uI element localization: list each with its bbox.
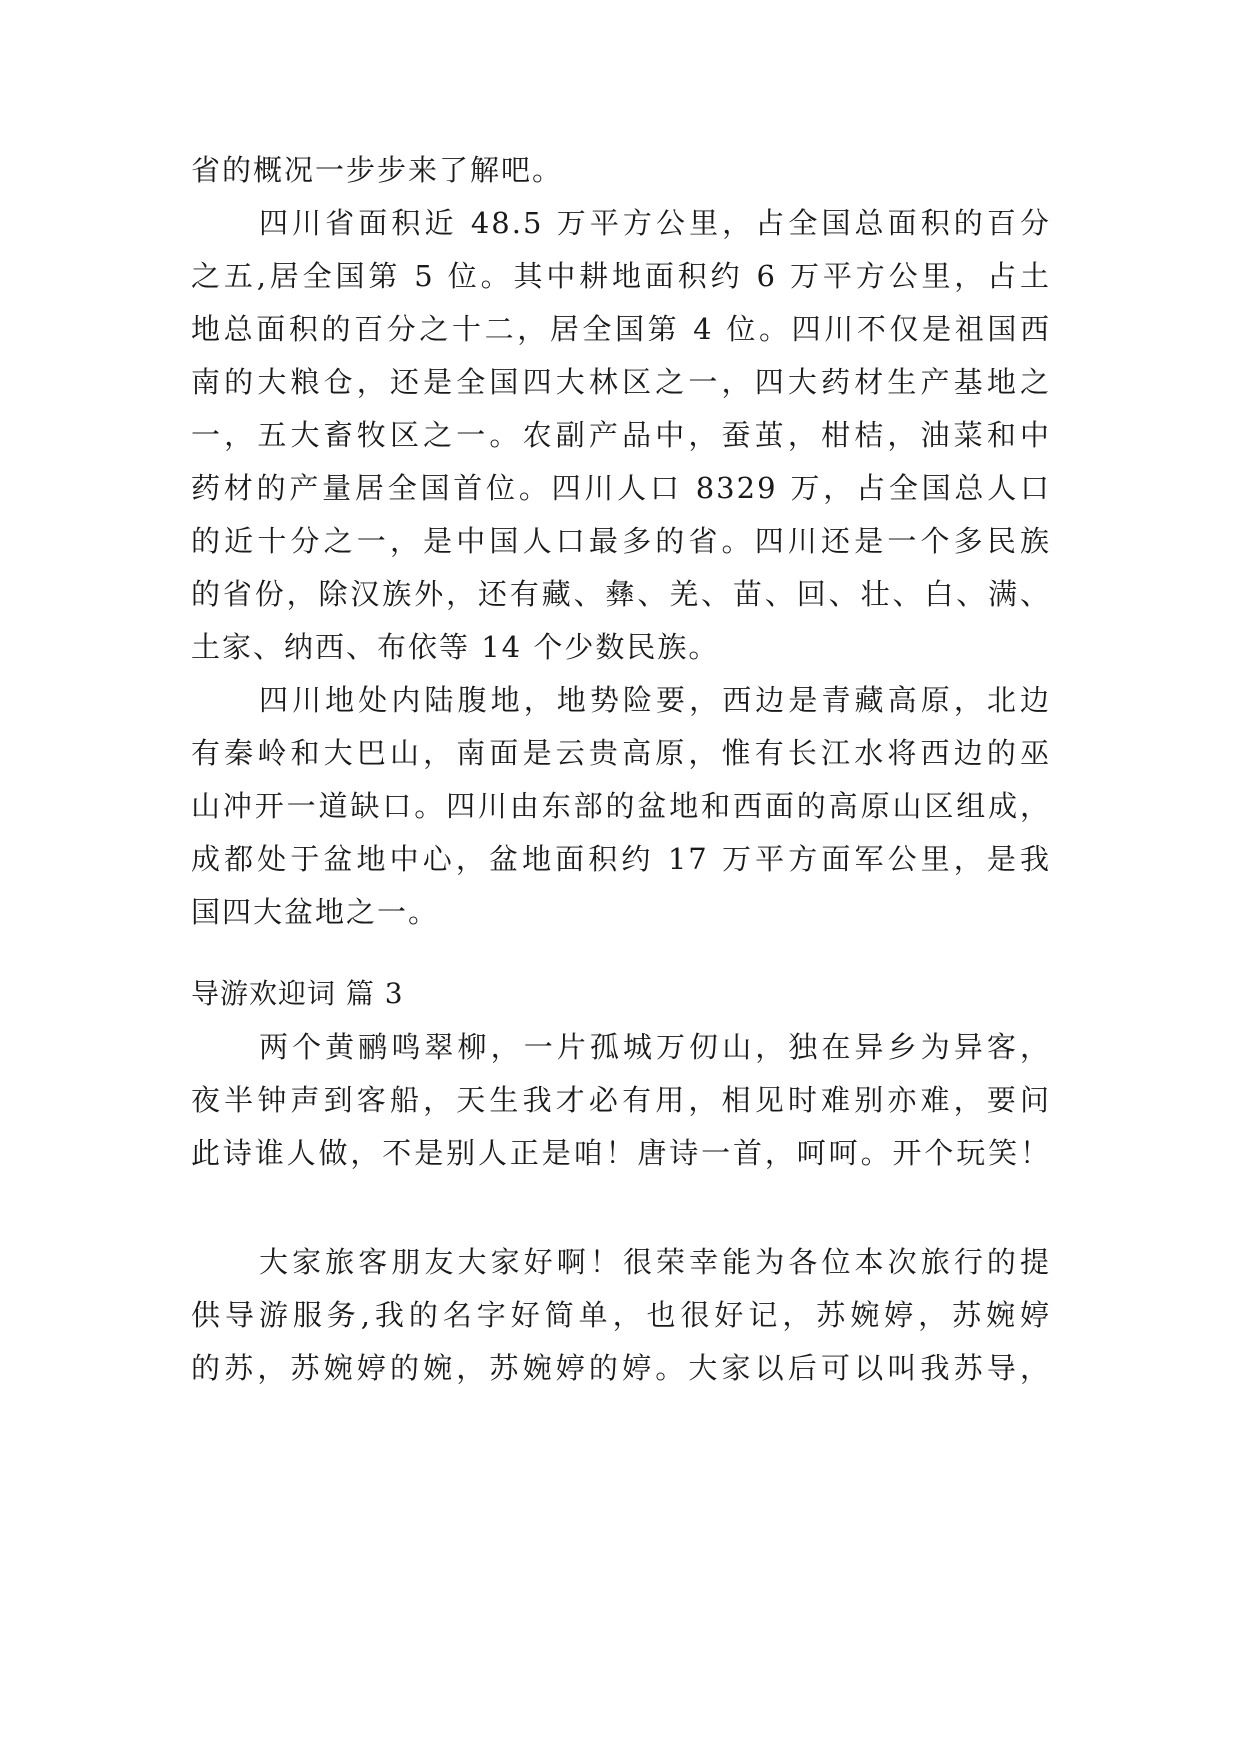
section-heading: 导游欢迎词 篇 3: [191, 977, 404, 1010]
text-line: 成都处于盆地中心，盆地面积约 17 万平方面军公里，是我: [191, 842, 1051, 876]
text-line: 南的大粮仓，还是全国四大林区之一，四大药材生产基地之: [191, 365, 1051, 399]
text-line: 此诗谁人做，不是别人正是咱！唐诗一首，呵呵。开个玩笑！: [191, 1136, 1051, 1170]
text-line: 国四大盆地之一。: [191, 895, 440, 929]
text-line: 土家、纳西、布依等 14 个少数民族。: [191, 630, 720, 664]
text-line: 一，五大畜牧区之一。农副产品中，蚕茧，柑桔，油菜和中: [191, 418, 1051, 452]
text-line: 有秦岭和大巴山，南面是云贵高原，惟有长江水将西边的巫: [191, 736, 1051, 770]
text-line: 地总面积的百分之十二，居全国第 4 位。四川不仅是祖国西: [191, 312, 1051, 346]
text-line: 两个黄鹂鸣翠柳，一片孤城万仞山，独在异乡为异客，: [259, 1030, 1051, 1064]
text-line: 的省份，除汉族外，还有藏、彝、羌、苗、回、壮、白、满、: [191, 577, 1051, 611]
text-line: 四川地处内陆腹地，地势险要，西边是青藏高原，北边: [259, 683, 1051, 717]
text-line: 供导游服务,我的名字好简单，也很好记，苏婉婷，苏婉婷: [191, 1298, 1051, 1332]
text-line: 之五,居全国第 5 位。其中耕地面积约 6 万平方公里，占土: [191, 259, 1051, 293]
text-line: 大家旅客朋友大家好啊！很荣幸能为各位本次旅行的提: [259, 1245, 1051, 1279]
text-line: 药材的产量居全国首位。四川人口 8329 万，占全国总人口: [191, 471, 1051, 505]
text-line: 的苏，苏婉婷的婉，苏婉婷的婷。大家以后可以叫我苏导，: [191, 1351, 1051, 1385]
text-line: 山冲开一道缺口。四川由东部的盆地和西面的高原山区组成，: [191, 789, 1051, 823]
text-line: 省的概况一步步来了解吧。: [191, 153, 564, 187]
text-line: 夜半钟声到客船，天生我才必有用，相见时难别亦难，要问: [191, 1083, 1051, 1117]
text-line: 的近十分之一，是中国人口最多的省。四川还是一个多民族: [191, 524, 1051, 558]
text-line: 四川省面积近 48.5 万平方公里，占全国总面积的百分: [259, 206, 1051, 240]
